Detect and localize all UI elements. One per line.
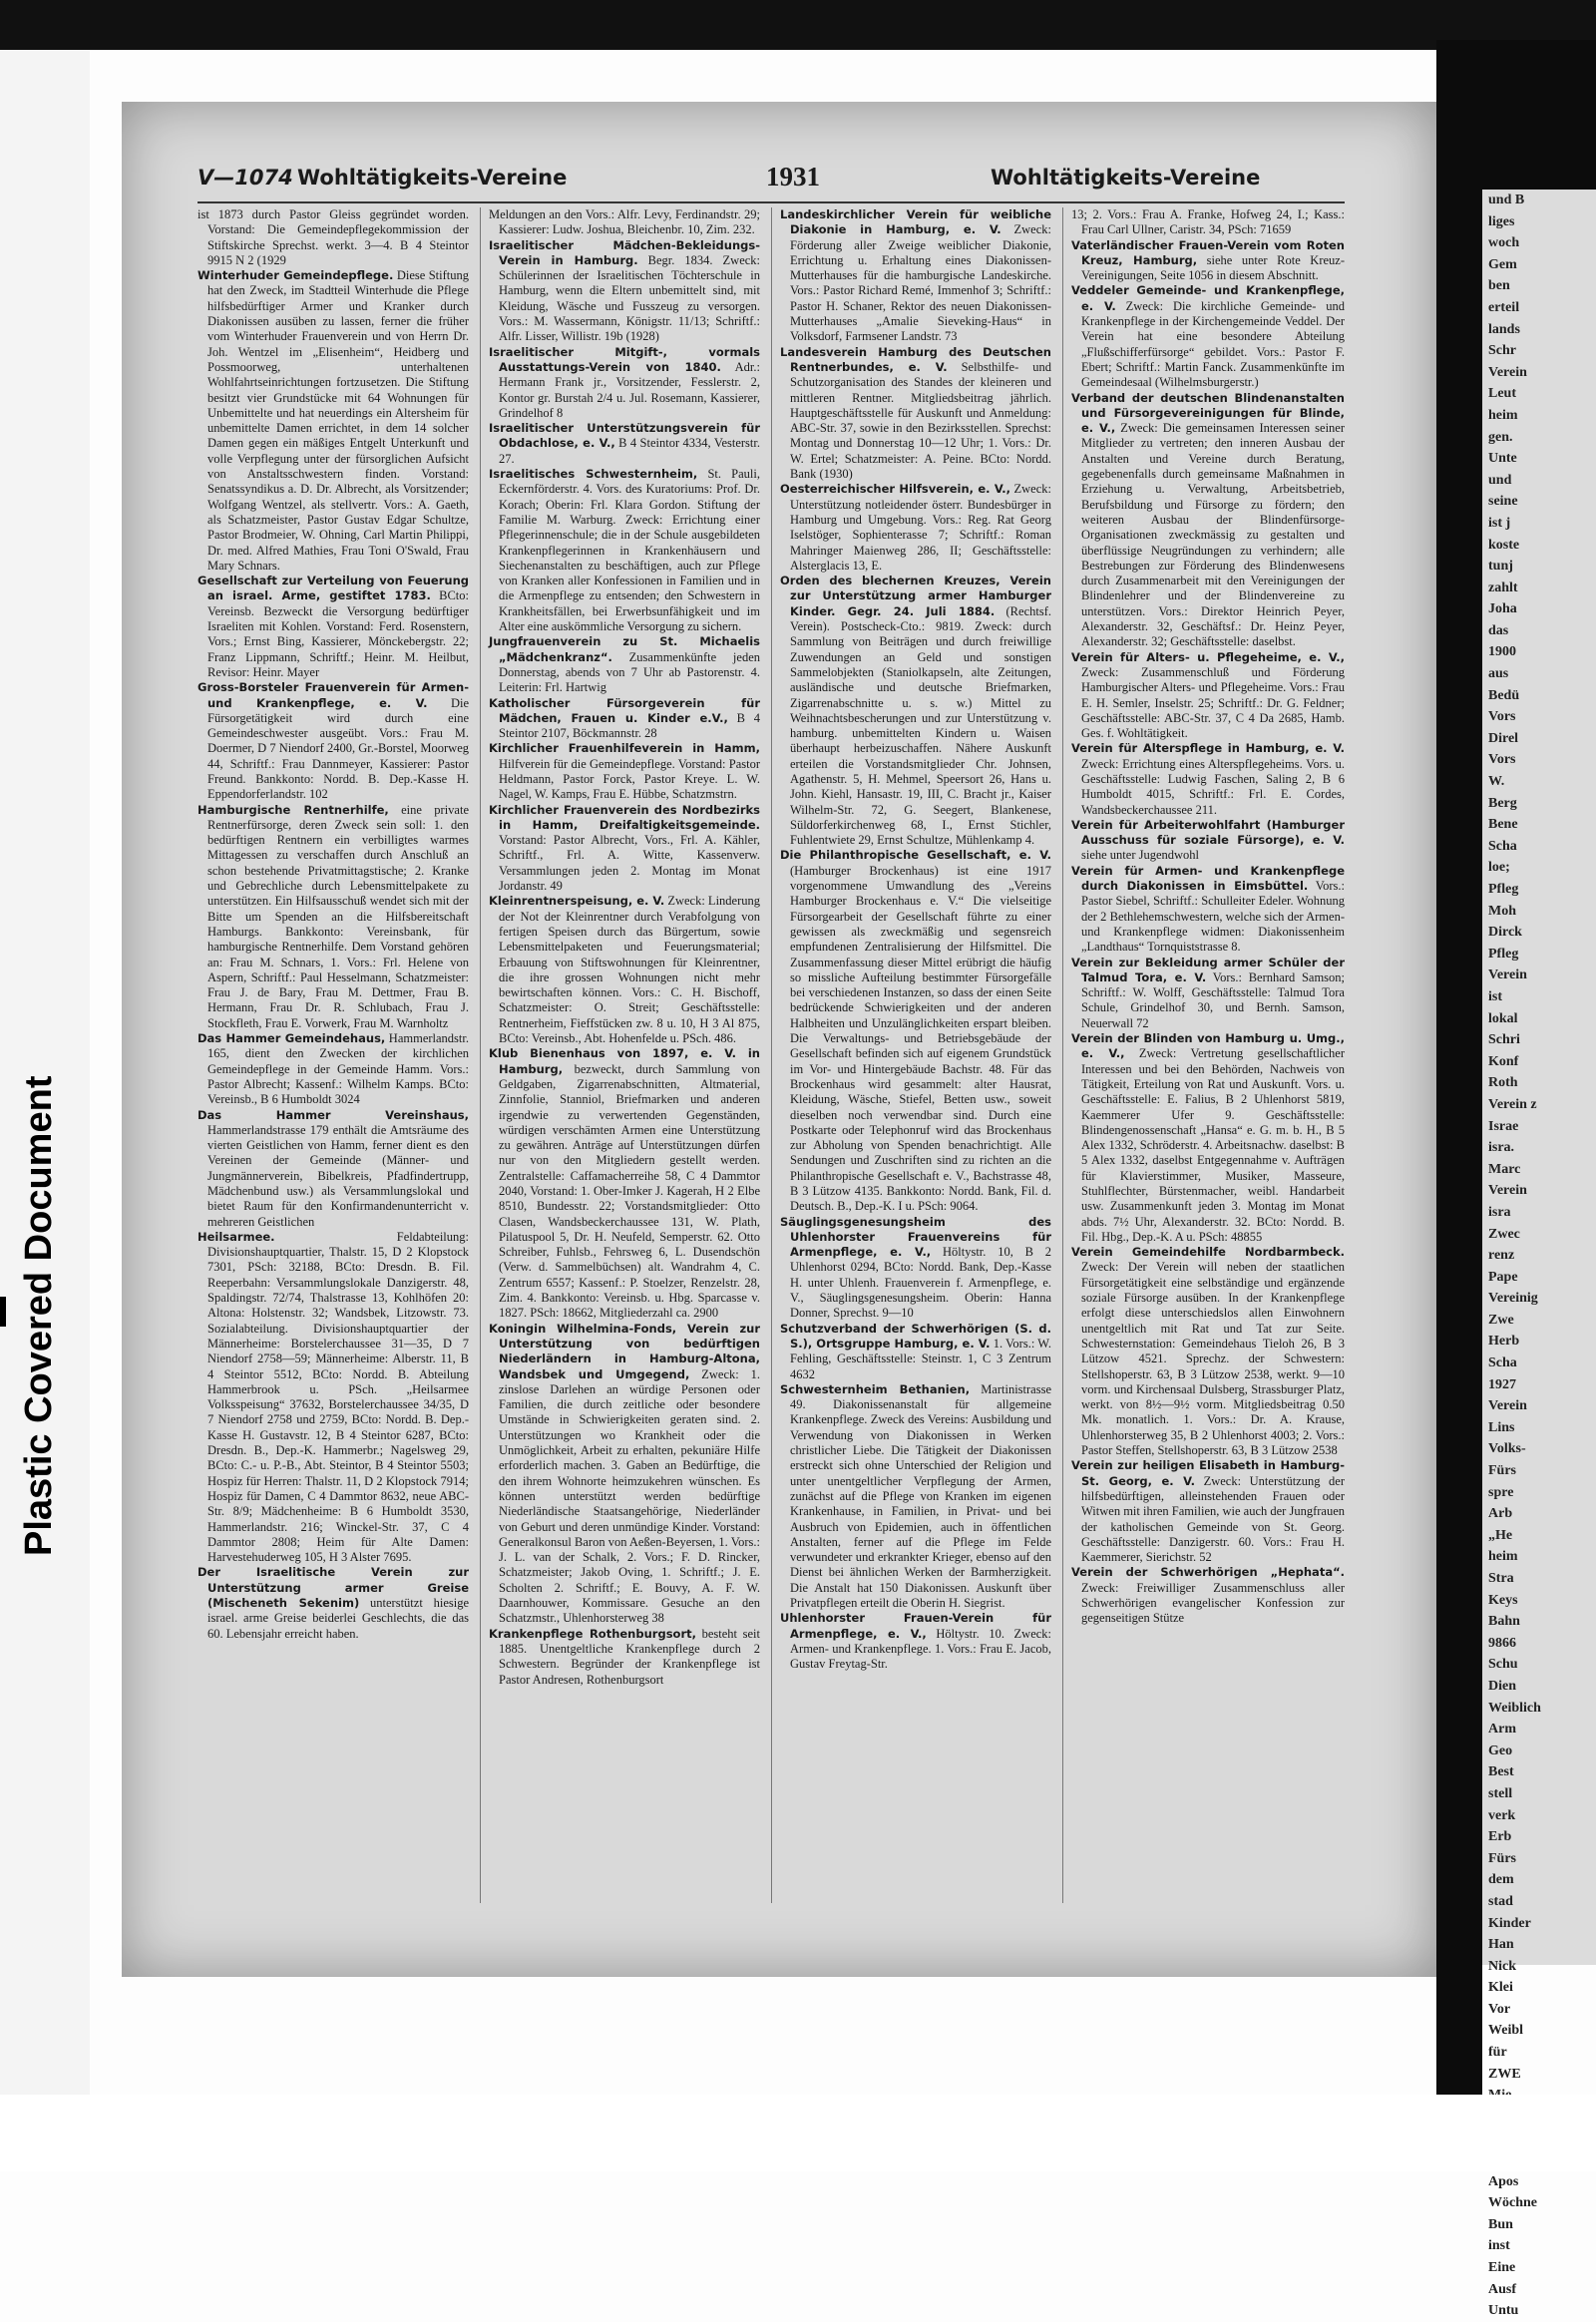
entry-text: Vorstand: Pastor Albrecht, Vors., Frl. A. Kähler, Schriftf., Frl. A. Witte, Kassenverw. Versammlungen jeden 2. Montag im Monat Jordanstr. 49 [499,833,760,894]
directory-entry [1071,1565,1345,1626]
column-3 [780,207,1051,1903]
directory-entry [780,207,1051,345]
entry-text: Zweck: Der Verein will neben der staatlichen Fürsorgetätigkeit eine selbständige und ergänzende soziale Fürsorge ausüben. In der Krankenpflege erfolgt diese unterschiedslos allen Einwohnern unentgeltlich mit Rat und Tat zur Seite. Schwesternstation: Gemeindehaus Tieloh 26, B 3 Lützow 4521. Sprechz. der Schwestern: Stellshoperstr. 63, B 3 Lützow 2538, werkt. 9—10 vorm. und Kirchensaal Dulsberg, Strassburger Platz, werkt. von 8½—9½ vorm. Mitgliedsbeitrag 0.50 Mk. monatlich. 1. Vors.: Dr. A. Krause, Uhlenhorsterweg 35, B 2 Uhlenhorst 4003; 2. Vors.: Pastor Steffen, Stellshoperstr. 63, B 3 Lützow 2538 [1081,1260,1345,1458]
entry-text: Martinistrasse 49. Diakonissenanstalt für allgemeine Krankenpflege. Zweck des Vereins: Ausbildung und Verwendung von Diakonissen in Werken christlicher Liebe. Die Tätigkeit der Diakonissen erstreckt sich ohne Unterschied der Religion und unter unentgeltlicher Verpflegung der Armen, zunächst auf die Pflege von Kranken im eigenen Krankenhause, in Familien, in Privat- und bei Ausbruch von Epidemien, auch in öffentlichen Anstalten, ferner auf die Pflege im Felde verwundeter und erkrankter Krieger, ebenso auf den Dienst bei ähnlichen Werken der Barmherzigkeit. Die Anstalt hat 150 Diakonissen. Auskunft über Privatpflegen erteilt die Oberin H. Siegrist. [790,1381,1052,1611]
next-page-line: Dirck [1488,925,1522,941]
next-page-line: verk [1488,1807,1516,1823]
entry-title: Winterhuder Gemeindepflege. [198,268,394,283]
next-page-line: Stra [1488,1571,1514,1586]
next-page-line: Kinder [1488,1915,1531,1931]
entry-text: bezweckt, durch Sammlung von Geldgaben, Zigarrenabschnitten, Altmaterial, Zinnfolie, Stanniol, Briefmarken und anderen irgendwie zu verwertenden Gegenständen, würdigen verschämten Armen eine Unterstützung zu gewähren. Anträge auf Unterstützungen dürfen nur von den Mitgliedern gestellt werden. Zentralstelle: Caffamacherreihe 58, C 4 Dammtor 2040, Vorstand: 1. Ober-Imker J. Kagerah, H 2 Elbe 8510, Bundesstr. 22; Vorstandsmitglieder: Otto Clasen, Wandsbeckerchaussee 131, W. Plath, Pilatuspool 5, Dr. H. Neufeld, Semperstr. 62. Otto Schreiber, Fuhlsb., Fehrsweg 6, L. Dusendschön (Verw. d. Sammelbüchsen) alt. Wandrahm 4, C. Zentrum 6557; Kassenf.: P. Stoelzer, Renzelstr. 28, Zim. 4. Bankkonto: Vereinsb. u. Hbg. Sparcasse v. 1827. PSch: 18662, Mitgliederzahl ca. 2900 [499,1061,760,1321]
entry-text: Zweck: Förderung aller Zweige weiblicher Diakonie, Errichtung u. Erhaltung eines Diakonissen-Mutterhauses für die hamburgische Landeskirche. Vors.: Pastor Richard Remé, Immenhof 3; Schriftf.: Pastor H. Schaner, Rektor des neuen Diakonissen-Mutterhauses „Amalie Sieveking-Haus“ in Volksdorf, Farmsener Landstr. 73 [790,222,1051,344]
directory-entry [489,741,760,802]
next-page-line: Arm [1488,1722,1516,1738]
directory-entry [198,574,469,680]
next-page-line: Herb [1488,1334,1520,1350]
directory-entry [198,268,469,574]
next-page-line: stad [1488,1893,1513,1909]
next-page-line: Verein z [1488,1096,1537,1112]
next-page-line: Klei [1488,1980,1513,1996]
entry-title: Verein der Blinden von Hamburg u. Umg., e. V., [1071,1031,1345,1061]
next-page-line: „He [1488,1527,1513,1543]
directory-entry [489,634,760,695]
entry-text: 1. Vors.: W. Fehling, Geschäftsstelle: Steinstr. 1, C 3 Zentrum 4632 [790,1336,1051,1381]
next-page-line: Ausf [1488,2281,1517,2297]
entry-text: Feldabteilung: Divisionshauptquartier, Thalstr. 15, D 2 Klopstock 7301, PSch: 32188, BCto: Dresdn. B. Fil. Reeperbahn: Versammlungslokale Danzigerstr. 48, Spaldingstr. 72/74, Thalstrasse 13, Kohlhöfen 20: Altona: Holstenstr. 32; Wandsbek, Litzowstr. 73. Sozialabteilung. Divisionshauptquartier der Männerheime: Borstelerchaussee 31—35, D 7 Niendorf 2758—59; Männerheime: Alberstr. 11, B 4 Steintor 5512, BCto: Nordd. B. Abteilung Hammerbrook u. PSch. „Heilsarmee Volksspeisung“ 37632, Borstelerchaussee 34/35, D 7 Niendorf 2758 und 2759, BCto: Nordd. B. Dep.-Kasse H. Gustavstr. 12, B 4 Steintor 6287, BCto: Dresdn. B., Dep.-K. Hammerbr.; Nagelsweg 29, BCto: C.- u. P.-B., Abt. Steintor, B 4 Steintor 5503; Hospiz für Herren: Thalstr. 11, D 2 Klopstock 7914; Hospiz für Damen, C 4 Dammtor 8632, neue ABC-Str. 8/9; Mädchenheime: B 6 Humboldt 3530, Hammerlandstr. 216; Winckel-Str. 37, C 4 Dammtor 2808; Heim für Alte Damen: Harvestehuderweg 105, H 3 Alster 7695. [207,1229,469,1565]
next-page-line: Konf [1488,1053,1519,1069]
next-page-line: Vereinig [1488,1291,1538,1307]
entry-title: Israelitisches Schwesternheim, [489,467,698,482]
entry-text: Zweck: Unterstützung notleidender österr. Bundesbürger in Hamburg und Umgebung. Vors.: Reg. Rat Georg Iselstöger, Sophienterasse 7; Schriftf.: Roman Mahringer Maienweg 286, II; Geschäftsstelle: Alsterglacis 13, E. [790,482,1051,573]
entry-title: Die Philanthropische Gesellschaft, e. V. [780,848,1051,863]
next-page-line: Weibl [1488,2023,1524,2039]
entry-text: Hammerlandstrasse 179 enthält die Amtsräume des vierten Geistlichen von Hamm, ferner dient es den Vereinen der Gemeinde (Männer- und Jungmännerverein, Bibelkreis, Pfadfindertrupp, Mädchenbund usw.) als Versammlungslokal und bietet Raum für den Konfirmandenunterricht v. mehreren Geistlichen [207,1122,469,1229]
next-page-line: Joha [1488,601,1517,617]
entry-title: Israelitischer Mädchen-Bekleidungs-Verein in Hamburg. [489,237,760,267]
directory-entry [198,1108,469,1230]
next-page-line: Lins [1488,1419,1515,1435]
next-page-line: spre [1488,1484,1514,1500]
side-label: Plastic Covered Document [18,1075,60,1556]
entry-text: St. Pauli, Eckernförderstr. 4. Vors. des Kuratoriums: Prof. Dr. Korach; Oberin: Frl. Klara Gordon. Stiftung der Familie M. Warburg. Zweck: Errichtung einer Pflegerinnenschule; die in der Schule ausgebildeten Krankenpflegerinnen in Krankenhäusern und Siechenanstalten zu beschäftigen, auch zur Pflege von Kranken aller Konfessionen in Familien und in die Armenpflege zu entsenden; den Schwestern in Krankheitsfällen, bei Erwerbsunfähigkeit und im Alter eine auskömmliche Versorgung zu sichern. [499,467,761,634]
entry-text: (Hamburger Brockenhaus) ist eine 1917 vorgenommene Umwandlung des „Vereins Hamburger Brockenhaus e. V.“ Die vielseitige Fürsorgearbeit der Gesellschaft führte zu einer gewissen als zweckmäßig und segensreich empfundenen Zentralisierung der Hilfsmittel. Die Zusammenfassung dieser Mittel erübrigt die häufig so missliche Aufteilung bestimmter Fürsorgefälle bei verschiedenen Instanzen, so dass der einen Seite bedrückende Schwierigkeiten und der anderen Halbheiten und Unzulänglichkeiten erspart bleiben. Die Verwaltungs- und Betriebsgebäude der Gesellschaft befinden sich auf eigenem Grundstück im Vor- und Hintergebäude Bachstr. 48. Für das Brockenhaus wird gesammelt: alter Hausrat, Kleidung, Wäsche, Stiefel, Betten usw., soweit dieselben noch verwendbar sind. Durch eine Postkarte oder Telephonruf wird das Brockenhaus zur Abholung von Spenden benachrichtigt. Alle Sendungen und Zuschriften sind zu richten an die Philanthropische Gesellschaft e. V., Bachstrasse 48, B 3 Lützow 4135. Bankkonto: Nordd. Bank, Fil. d. Deutsch. B., Dep.-K. I u. PSch: 9064. [790,863,1051,1214]
directory-entry [1071,818,1345,864]
next-page-line: Fürs [1488,1850,1516,1866]
directory-entry [1071,283,1345,390]
entry-title: Der Israelitische Verein zur Unterstützung armer Greise (Mischeneth Sekenim) [198,1565,469,1611]
next-page-line: und B [1488,193,1525,207]
entry-title: Schwesternheim Bethanien, [780,1381,971,1396]
entry-title: Klub Bienenhaus von 1897, e. V. in Hamburg, [489,1046,760,1076]
next-page-line: tunj [1488,559,1513,575]
next-page-line: Dien [1488,1678,1516,1694]
directory-entry [1071,1031,1345,1245]
directory-entry [1071,956,1345,1031]
next-page-line: liges [1488,213,1515,229]
directory-entry [780,1611,1051,1672]
header-rule [198,201,1345,203]
next-page-shadow [1482,40,1596,190]
directory-entry [1071,238,1345,284]
next-page-line: isra [1488,1204,1511,1220]
entry-text: besteht seit 1885. Unentgeltliche Krankenpflege durch 2 Schwestern. Begründer der Krankenpflege ist Pastor Andresen, Rothenburgsort [499,1626,760,1687]
entry-title: Koningin Wilhelmina-Fonds, Verein zur Unterstützung von bedürftigen Niederländern in Hamburg-Altona, Wandsbek und Umgegend, [489,1321,760,1381]
next-page-line: Verein [1488,1183,1527,1199]
entry-text: Zweck: Zusammenschluß und Förderung Hamburgischer Alters- und Pflegeheime. Vors.: Frau E. H. Semler, Inselstr. 25; Schriftf.: Dr. G. Feldner; Geschäftsstelle: ABC-Str. 37, C 4 Da 2685, Hamb. Ges. f. Wohltätigkeit. [1081,664,1345,741]
directory-entry [1071,207,1345,238]
directory-entry [780,574,1051,848]
entry-text: Höltystr. 10, B 2 Uhlenhorst 0294, BCto: Nordd. Bank, Dep.-Kasse H. unter Uhlenh. Frauenverein f. Armenpflege, e. V., Säuglingsgenesungsheim. Oberin: Hanna Donner, Sprechst. 9—10 [790,1245,1052,1321]
entry-title: Oesterreichischer Hilfsverein, e. V., [780,482,1011,497]
entry-title: Veddeler Gemeinde- und Krankenpflege, e. V. [1071,283,1345,313]
column-4 [1071,207,1345,1903]
next-page-line: heim [1488,407,1518,423]
next-page-line: ben [1488,278,1510,294]
next-page-line: Vors [1488,752,1516,768]
entry-title: Kleinrentnerspeisung, e. V. [489,894,665,909]
next-page-line: ist j [1488,515,1511,531]
next-page-line: inst [1488,2238,1510,2254]
next-page-line: Direl [1488,730,1519,746]
entry-text: Zweck: Linderung der Not der Kleinrentner durch Verabfolgung von fertigen Speisen durch das Bürgertum, sowie Lebensmittelpaketen und Feuerungsmaterial; Erbauung von Stiftswohnungen für Kleinrentner, die ihre grossen Wohnungen nicht mehr bewirtschaften können. Vors.: C. H. Bischoff, Schatzmeister: O. Streit; Geschäftsstelle: Rentnerheim, Fieffstücken zw. 8 u. 10, H 3 Al 875, BCto: Vereinsb., Abt. Hohenfelde u. PSch. 486. [499,894,761,1046]
bottom-margin [0,2095,1596,2171]
next-page-line: Keys [1488,1592,1518,1608]
next-page-line: ist [1488,988,1502,1004]
next-page-line: lokal [1488,1010,1518,1026]
entry-text: Höltystr. 10. Zweck: Armen- und Krankenpflege. 1. Vors.: Frau E. Jacob, Gustav Freytag-Str. [790,1626,1052,1672]
next-page-line: Schr [1488,343,1516,359]
entry-text: B 4 Steintor 4334, Vesterstr. 27. [499,436,760,466]
entry-text: (Rechtsf. Verein). Postscheck-Cto.: 9819. Zweck: durch Sammlung von Beiträgen und durch freiwillige Zuwendungen an Geld und sonstigen Sammelobjekten (Staniolkapseln, alte Zeitungen, ausländische und deutsche Briefmarken, Zigarrenabschnitte u. s. w.) Mittel zu Weihnachtsbescherungen und zur Unterstützung v. hamburg. unbemittelten Kindern u. Waisen überhaupt herbeizuschaffen. Nähere Auskunft erteilen die Vorstandsmitglieder Chr. Johnsen, Agathenstr. 5, H. Mehmel, Speersort 26, Hans u. John. Kiehl, Hansastr. 19, III, C. Bracht jr., Kaiser Wilhelm-Str. 72, G. Seegert, Blankenese, Süldorferkirchenweg 68, I., Ernst Stichler, Fuhlentwiete 29, Ernst Schultze, Mühlenkamp 4. [790,603,1051,848]
next-page-line: woch [1488,235,1520,251]
directory-entry [489,894,760,1046]
entry-text: Zweck: Die kirchliche Gemeinde- und Krankenpflege in der Kirchengemeinde Veddel. Der Verein hat eine besondere Abteilung „Flußschifferfürsorge“ gebildet. Vors.: Pastor F. Ebert; Schriftf.: Martin Fanck. Zusammenkünfte im Gemeindesaal (Wilhelmsburgerstr.) [1081,298,1345,390]
next-page-line: aus [1488,666,1509,682]
next-page-line: Eine [1488,2260,1516,2275]
page-year: 1931 [766,162,820,192]
next-page-line: Nick [1488,1958,1516,1974]
next-page-line: dem [1488,1872,1514,1888]
next-page-line: Bahn [1488,1614,1520,1630]
next-page-line: Weiblich [1488,1700,1541,1716]
entry-title: Landesverein Hamburg des Deutschen Rentnerbundes, e. V. [780,344,1051,374]
directory-entry [780,1382,1051,1611]
next-page-line: Unte [1488,451,1517,467]
entry-text: unterstützt hiesige israel. arme Greise beiderlei Geschlechts, die das 60. Lebensjahr erreicht haben. [207,1596,469,1641]
directory-entry [489,1322,760,1627]
entry-text: Zweck: Unterstützung der hilfsbedürftigen, alleinstehenden Frauen oder Witwen mit ihren Familien, wie auch der Jungfrauen der katholischen Gemeinde von St. Georg. Geschäftsstelle: Danzigerstr. 60. Vors.: Frau H. Kaemmerer, Sierichstr. 52 [1081,1473,1346,1565]
next-page-line: Verein [1488,1398,1527,1414]
directory-entry [489,1627,760,1688]
directory-entry [489,1046,760,1321]
next-page-line: Untu [1488,2303,1519,2319]
next-page-line: isra. [1488,1140,1515,1156]
next-page-line: Arb [1488,1506,1513,1522]
directory-entry [1071,741,1345,817]
directory-entry [198,680,469,802]
next-page-line: 1900 [1488,644,1516,660]
next-page-fragment [1482,190,1596,2319]
entry-text: Adr.: Hermann Frank jr., Vorsitzender, Fesslerstr. 2, Kontor gr. Burstah 2/4 u. Jul. Rosemann, Kassierer, Grindelhof 8 [499,359,761,420]
directory-entry [489,207,760,238]
next-page-line: für [1488,2045,1507,2061]
column-2 [489,207,760,1903]
directory-entry [198,1230,469,1566]
next-page-line: Israe [1488,1118,1519,1134]
entry-title: Säuglingsgenesungsheim des Uhlenhorster Frauenvereins für Armenpflege, e. V., [780,1214,1051,1260]
entry-text: Zusammenkünfte jeden Donnerstag, abends von 7 Uhr ab Pastorenstr. 4. Leiterin: Frl. Hartwig [499,649,761,695]
next-page-line: ZWE [1488,2066,1521,2082]
entry-title: Hamburgische Rentnerhilfe, [198,802,389,817]
directory-entry [780,1322,1051,1382]
entry-title: Das Hammer Vereinshaus, [198,1107,469,1122]
entry-text: Begr. 1834. Zweck: Schülerinnen der Israelitischen Töchterschule in Hamburg, wenn die Eltern unbemittelt sind, mit Kleidung, Wäsche und Fusszeug zu versorgen. Vors.: M. Wassermann, Königstr. 11/13; Schriftf.: Alfr. Lisser, Willistr. 19b (1928) [499,252,761,344]
entry-text: Zweck: 1. zinslose Darlehen an würdige Personen oder Familien, die durch zeitliche oder besondere Umstände in Schwierigkeiten geraten sind. 2. Unterstützungen wo Krankheit oder die Unmöglichkeit, Arbeit zu erhalten, pekuniäre Hilfe erforderlich machen. 3. Gaben an Bedürftige, die den ihrem Wohnorte heimzukehren wünschen. Es können unterstützt werden bedürftige Niederländische Staatsangehörige, Niederländer von Geburt und deren unmündige Kinder. Vorstand: Generalkonsul Baron von Aeßen-Beyersen, 1. Vors.: J. L. van der Schalk, 2. Vors.; F. D. Rincker, Schatzmeister; Jakob Oving, 1. Schriftf.; J. E. Scholten 2. Schriftf.; E. Bouvy, A. F. W. Daarnhouwer, Kommissare. Gesuche an den Schatzmstr., Uhlenhorsterweg 38 [499,1366,760,1626]
next-page-line: 1927 [1488,1376,1516,1392]
next-page-line: Verein [1488,364,1527,380]
page-header [198,162,1345,199]
next-page-line: Moh [1488,903,1516,919]
entry-text: Hilfverein für die Gemeindepflege. Vorstand: Pastor Heldmann, Pastor Forck, Pastor Kreye. L. W. Nagel, W. Kamps, Frau E. Hübbe, Schatzmstrn. [499,756,760,802]
entry-title: Verein zur heiligen Elisabeth in Hamburg-St. Georg, e. V. [1071,1458,1345,1488]
entry-title: Vaterländischer Frauen-Verein vom Roten Kreuz, Hamburg, [1071,237,1345,267]
next-page-line: lands [1488,321,1520,337]
entry-title: Katholischer Fürsorgeverein für Mädchen, Frauen u. Kinder e.V., [489,695,760,725]
entry-text: Die Fürsorgetätigkeit wird durch eine Gemeindeschwester ausgeübt. Vors.: Frau M. Doermer, D 7 Niendorf 2400, Gr.-Borstel, Moorweg 44, Schriftf.: Frau Dannmeyer, Kassierer: Pastor Freund. Bankkonto: Nordd. B. Dep.-Kasse H. Eppendorferlandstr. 102 [207,695,469,802]
entry-title: Kirchlicher Frauenhilfeverein in Hamm, [489,741,760,756]
directory-entry [489,345,760,421]
column-1 [198,207,469,1903]
directory-entry [780,848,1051,1214]
column-divider [480,207,481,1903]
directory-entry [489,696,760,742]
entry-title: Verein für Alters- u. Pflegeheime, e. V., [1071,649,1345,664]
entry-title: Landeskirchlicher Verein für weibliche Diakonie in Hamburg, e. V. [780,207,1051,237]
entry-text: Meldungen an den Vors.: Alfr. Levy, Ferdinandstr. 29; Kassierer: Ludw. Joshua, Bleichenbr. 10, Zim. 232. [489,207,760,237]
entry-title: Verein für Alterspflege in Hamburg, e. V. [1071,741,1345,756]
entry-text: B 4 Steintor 2107, Böckmannstr. 28 [499,710,761,741]
next-page-line: Zwe [1488,1312,1514,1328]
entry-title: Uhlenhorster Frauen-Verein für Armenpflege, e. V., [780,1611,1051,1641]
entry-text: Selbsthilfe- und Schutzorganisation des Standes der kleineren und mittleren Rentner. Mitgliedsbeitrag jährlich. Hauptgeschäftsstelle für Auskunft und Anmeldung: ABC-Str. 37, sowie in den Bezirksstellen. Sprechst: Montag und Donnerstag 10—12 Uhr; 1. Vors.: Dr. W. Ertel; Schatzmeister: A. Peine. BCto: Nordd. Bank (1930) [790,359,1052,482]
entry-text: Zweck: Freiwilliger Zusammenschluss aller Schwerhörigen evangelischer Konfession zur gegenseitigen Stütze [1081,1580,1345,1626]
entry-title: Verein zur Bekleidung armer Schüler der Talmud Tora, e. V. [1071,955,1345,984]
next-page-line: Leut [1488,386,1516,402]
next-page-line: Bedü [1488,687,1520,703]
next-page-line: Erb [1488,1829,1512,1845]
next-page-line: Scha [1488,1355,1517,1371]
next-page-line: renz [1488,1248,1515,1264]
next-page-line: Han [1488,1937,1514,1953]
next-page-line: Pape [1488,1269,1518,1285]
directory-entry [198,207,469,268]
directory-entry [780,345,1051,483]
directory-entry [489,421,760,467]
entry-text: Zweck: Vertretung gesellschaftlicher Interessen und bei den Behörden, Nachweis von Tätigkeit, Erteilung von Rat und Auskunft. Vors. u. Geschäftsstelle: E. Falius, B 2 Uhlenhorst 5819, Kaemmerer Ufer 9. Geschäftsstelle: Blindengenossenschaft „Hansa“ e. G. m. b. H., B 5 Alex 1332, Schröderstr. 4. Arbeitsnachw. daselbst: B 5 Alex 1332, daselbst Entgegennahme v. Aufträgen für Klavierstimmer, Musiker, Masseure, Stuhlflechter, Bürstenmacher, weibl. Handarbeit usw. Zusammenkunft jeden 3. Montag im Monat abds. 7½ Uhr, Alexanderstr. 32. BCto: Nordd. B. Fil. Hbg., Dep.-K. A u. PSch: 48855 [1081,1046,1345,1244]
next-page-line: stell [1488,1785,1513,1801]
entry-title: Krankenpflege Rothenburgsort, [489,1626,696,1641]
entry-text: ist 1873 durch Pastor Gleiss gegründet worden. Vorstand: Die Gemeindepflegekommission der Stiftskirche Sprechst. werkt. 3—4. B 4 Steintor 9915 N 2 (1929 [198,207,469,267]
entry-text: siehe unter Rote Kreuz-Vereinigungen, Seite 1056 in diesem Abschnitt. [1081,252,1345,283]
entry-text: Vors.: Bernhard Samson; Schriftf.: W. Wolff, Geschäftsstelle: Talmud Tora Schule, Grindelhof 30, und Bernh. Samson, Neuerwall 72 [1081,969,1346,1030]
directory-entry [780,482,1051,574]
next-page-line: Roth [1488,1075,1518,1091]
entry-text: Diese Stiftung hat den Zweck, im Stadtteil Winterhude die Pflege hilfsbedürftiger Armer und Kranker durch Diakonissen ausüben zu lassen, ferner die früher vom Winterhuder Frauenverein und von Herrn Dr. Joh. Wentzel im „Elisenheim“, Heidberg und Possmoorweg, unterhaltenen Wohlfahrtseinrichtungen fortzusetzen. Die Stiftung besitzt vier Grundstücke mit 64 Wohnungen für Unbemittelte und hat neuerdings ein Altersheim für unbemittelte Damen errichtet, in dem 14 solcher Damen gegen ein mäßiges Entgelt Unterkunft und volle Verpflegung unter der fürsorglichen Aufsicht von Anstaltsschwestern finden. Vorstand: Senatssyndikus a. D. Dr. Albrecht, als Vorsitzender; Wolfgang Wentzel, als stellvertr. Vors.: A. Gaeth, als Schatzmeister, Pastor Gustav Edgar Schultze, Pastor Brodmeier, W. Ohning, Carl Martin Philippi, Dr. med. Alfred Mathies, Frau Toni O'Swald, Frau Mary Schnars. [207,268,470,573]
entry-text: BCto: Vereinsb. Bezweckt die Versorgung bedürftiger Israeliten mit Kohlen. Vorstand: Ferd. Rosenstern, Vors.; Ernst Bing, Kassierer, Mönckebergstr. 22; Franz Lippmann, Schriftf.; Heinr. M. Heilbut, Revisor: Heinr. Mayer [207,588,469,679]
next-page-line: gen. [1488,429,1513,445]
next-page-line: Zwec [1488,1226,1520,1242]
next-page-line: Best [1488,1764,1514,1780]
entry-text: siehe unter Jugendwohl [1081,848,1200,863]
next-page-line: Verein [1488,968,1527,983]
directory-entry [1071,391,1345,650]
directory-entry [780,1215,1051,1322]
next-page-line: zahlt [1488,580,1518,595]
directory-entry [198,803,469,1031]
entry-title: Gesellschaft zur Verteilung von Feuerung an israel. Arme, gestiftet 1783. [198,574,469,603]
page-number: V—1074 [198,166,293,190]
entry-title: Verein für Arbeiterwohlfahrt (Hamburger Ausschuss für soziale Fürsorge), e. V. [1071,817,1345,848]
next-page-line: Schri [1488,1032,1520,1048]
directory-entry [198,1565,469,1641]
frame-tick-mark [0,1297,6,1327]
next-page-line: Bun [1488,2216,1513,2232]
column-divider [1062,207,1063,1903]
entry-text: 13; 2. Vors.: Frau A. Franke, Hofweg 24, I.; Kass.: Frau Carl Ullner, Caristr. 34, PSch: 71659 [1071,207,1345,237]
next-page-line: Pfleg [1488,946,1519,962]
next-page-line: Vors [1488,709,1516,725]
next-page-line: koste [1488,537,1520,553]
next-page-line: loe; [1488,860,1510,876]
next-page-line: Bene [1488,817,1518,833]
entry-title: Schutzverband der Schwerhörigen (S. d. S.), Ortsgruppe Hamburg, e. V. [780,1321,1051,1351]
next-page-line: Schu [1488,1657,1518,1673]
next-page-line: Gem [1488,256,1517,272]
next-page-line: Wöchne [1488,2195,1537,2211]
directory-entry [489,467,760,634]
next-page-line: erteil [1488,299,1520,315]
running-title-left: Wohltätigkeits-Vereine [297,166,568,190]
next-page-line: W. [1488,774,1505,790]
next-page-line: das [1488,622,1509,638]
next-page-line: Berg [1488,795,1517,811]
directory-entry [198,1031,469,1107]
entry-title: Verein für Armen- und Krankenpflege durch Diakonissen in Eimsbüttel. [1071,863,1345,894]
column-divider [771,207,772,1903]
directory-entry [1071,650,1345,742]
next-page-line: Vor [1488,2001,1511,2017]
next-page-line: Fürs [1488,1463,1516,1479]
microfilm-frame-top [0,0,1596,50]
directory-entry [1071,1245,1345,1458]
directory-entry [1071,1458,1345,1565]
directory-entry [489,803,760,895]
entry-title: Israelitischer Mitgift-, vormals Ausstattungs-Verein von 1840. [489,344,760,374]
entry-title: Verein Gemeindehilfe Nordbarmbeck. [1071,1245,1345,1260]
book-gutter [1436,40,1482,2134]
entry-title: Kirchlicher Frauenverein des Nordbezirks in Hamm, Dreifaltigkeitsgemeinde. [489,802,760,832]
next-page-line: Volks- [1488,1441,1526,1457]
entry-text: Hammerlandstr. 165, dient den Zwecken der kirchlichen Gemeindepflege in der Gemeinde Hamm. Vors.: Pastor Albrecht; Kassenf.: Wilhelm Kamps. BCto: Vereinsb., B 6 Humboldt 3024 [207,1031,469,1107]
next-page-line: heim [1488,1549,1518,1565]
entry-title: Verband der deutschen Blindenanstalten und Fürsorgevereinigungen für Blinde, e. V., [1071,390,1345,436]
entry-title: Gross-Borsteler Frauenverein für Armen- und Krankenpflege, e. V. [198,680,469,710]
next-page-line: Geo [1488,1742,1513,1758]
next-page-line: Scha [1488,838,1517,854]
directory-entry [489,238,760,345]
entry-text: Zweck: Errichtung eines Alterspflegeheims. Vors. u. Geschäftsstelle: Ludwig Faschen, Saling 2, B 6 Humboldt 4015, Schriftf.: Frl. E. Cordes, Wandsbeckerchaussee 211. [1081,756,1345,817]
entry-text: eine private Rentnerfürsorge, deren Zweck sein soll: 1. den bedürftigen Rentnern ein verbilligtes warmes Mittagessen zu verschaffen durch Anschluß an schon bestehende Privatmittagstische; 2. Kranke und Gebrechliche durch Lebensmittelpakete zu unterstützen. Ein Hilfsausschuß wendet sich mit der Bitte um Spenden an die Hilfsbereitschaft Hamburgs. Bankkonto: Vereinsbank, für hamburgische Rentnerhilfe. Dem Vorstand gehören an: Frau M. Schnars, 1. Vors.: Frl. Helene von Aspern, Schriftf.: Paul Hesselmann, Schatzmeister: Frau J. de Bary, Frau M. Dettmer, Frau B. Hermann, Frau Dr. R. Schlubach, Frau J. Stockfleth, Frau E. Vorwerk, Frau M. Warnholtz [207,802,470,1030]
entry-text: Vors.: Pastor Siebel, Schriftf.: Schulleiter Edeler. Wohnung der 2 Bethlehemschwestern, welche sich der Armen- und Krankenpflege widmen: Diakonissenheim „Landthaus“ Tornquiststrasse 8. [1081,879,1345,955]
next-page-line: Marc [1488,1161,1521,1177]
entry-title: Heilsarmee. [198,1229,275,1244]
next-page-line: und [1488,472,1512,488]
next-page-line: Pfleg [1488,882,1519,897]
entry-text: Zweck: Die gemeinsamen Interessen seiner Mitglieder zu vertreten; den inneren Ausbau der Anstalten und Vereine durch Beratung, gegebenenfalls durch gemeinsame Maßnahmen in Erziehung u. Verwaltung, Arbeitsbetrieb, Berufsbildung und Fürsorge zu fördern; den weiteren Ausbau der Blindenfürsorge-Organisationen zweckmässig zu gestalten und überflüssige Neugründungen zu verhindern; alle Bestrebungen zur Förderung des Blindenwesens durch Zusammenarbeit mit den Vereinigungen der Blindenlehrer und der Blindenvereine zu unterstützen. Vors.: Direktor Heinrich Peyer, Alexanderstr. 32, Geschäftsf.: Dr. Heinz Peyer, Alexanderstr. 32; Geschäftsstelle: daselbst. [1081,421,1346,649]
entry-title: Das Hammer Gemeindehaus, [198,1031,386,1046]
next-page-line: Apos [1488,2173,1519,2189]
running-title-right: Wohltätigkeits-Vereine [991,166,1261,190]
entry-title: Orden des blechernen Kreuzes, Verein zur Unterstützung armer Hamburger Kinder. Gegr. 24. Juli 1884. [780,574,1051,618]
next-page-line: seine [1488,494,1518,510]
entry-title: Israelitischer Unterstützungsverein für Obdachlose, e. V., [489,421,760,451]
next-page-line: 9866 [1488,1635,1516,1651]
directory-entry [1071,864,1345,956]
entry-title: Verein der Schwerhörigen „Hephata“. [1071,1565,1345,1580]
entry-title: Jungfrauenverein zu St. Michaelis „Mädchenkranz“. [489,634,760,664]
